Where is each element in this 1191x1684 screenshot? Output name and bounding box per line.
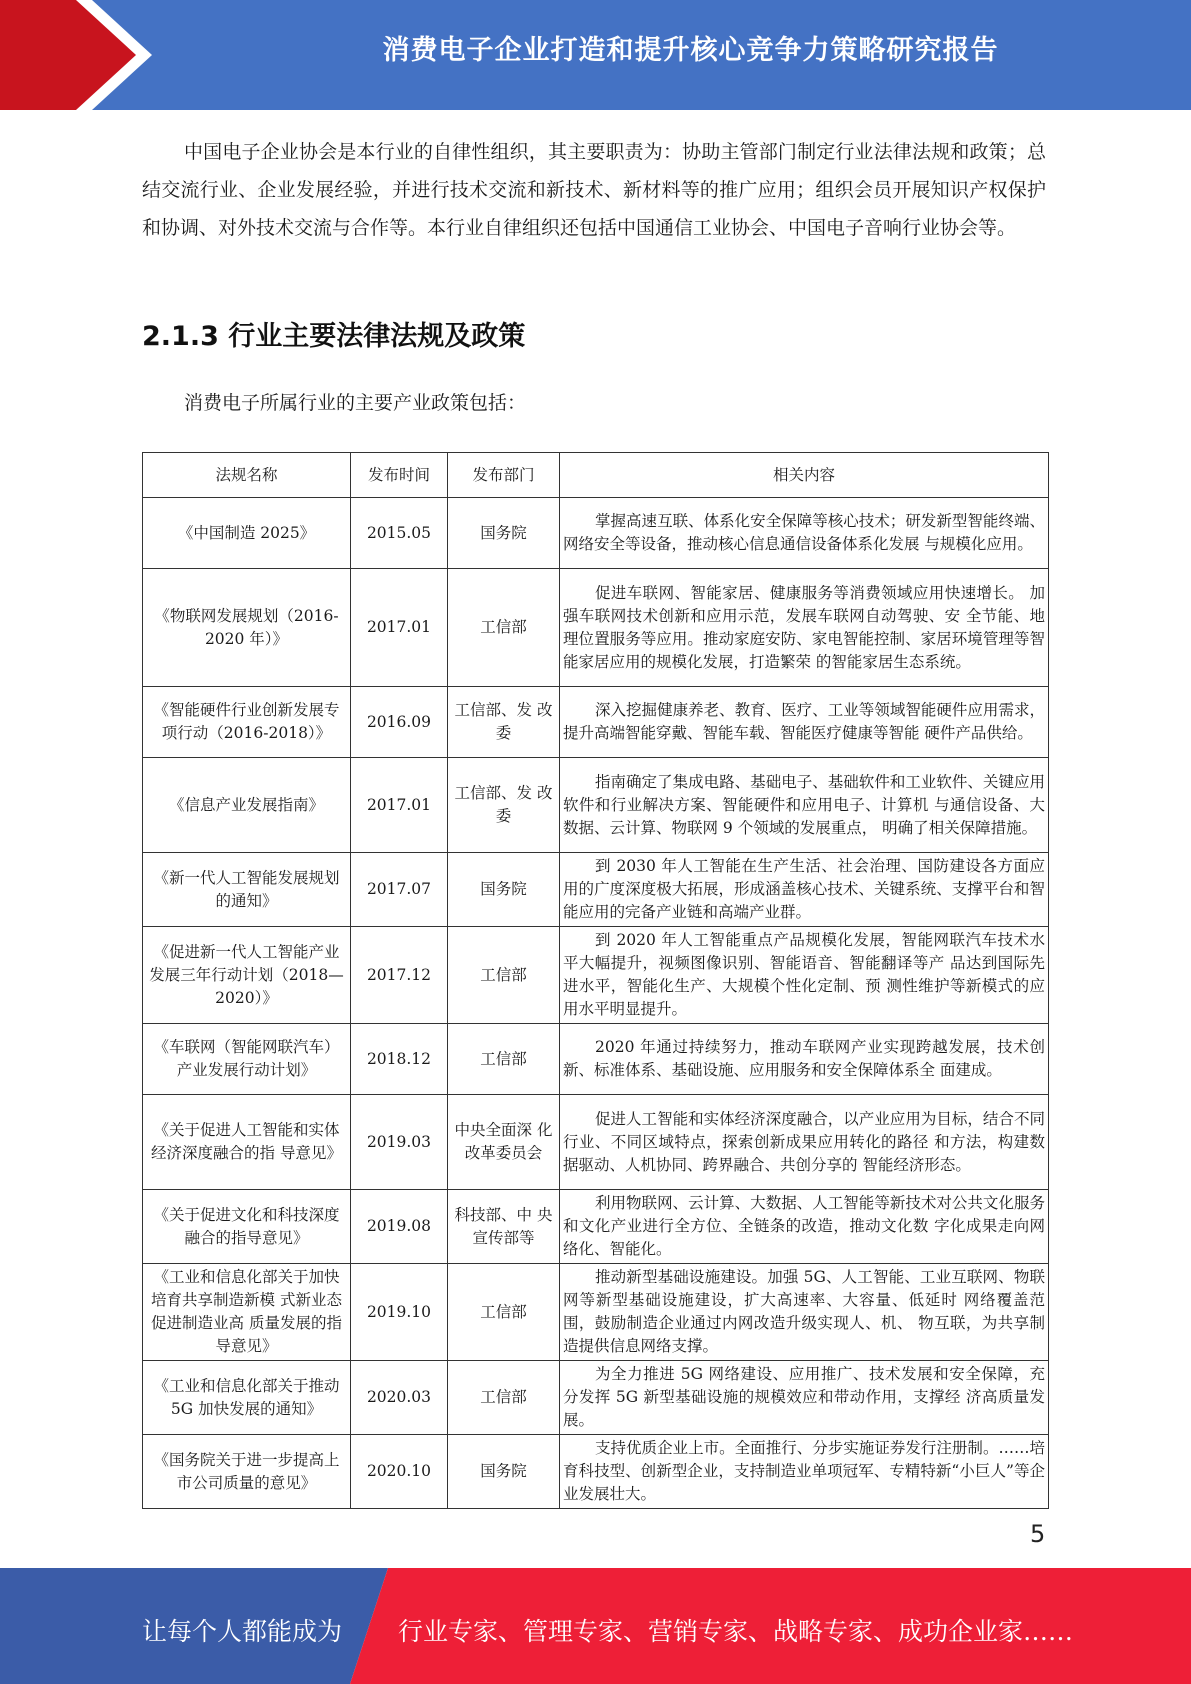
related-content: 2020 年通过持续努力，推动车联网产业实现跨越发展，技术创新、标准体系、基础设施、应用服务和安全保障体系全 面建成。 — [560, 1024, 1049, 1095]
related-content: 指南确定了集成电路、基础电子、基础软件和工业软件、关键应用软件和行业解决方案、智能硬件和应用电子、计算机 与通信设备、大数据、云计算、物联网 9 个领域的发展重点， 明确了相关保障措施。 — [560, 758, 1049, 853]
department: 工信部 — [448, 1024, 560, 1095]
publish-date: 2017.07 — [351, 853, 448, 927]
header-law-name: 法规名称 — [143, 453, 351, 498]
law-name: 《信息产业发展指南》 — [143, 758, 351, 853]
department: 工信部、发 改委 — [448, 687, 560, 758]
header-content: 相关内容 — [560, 453, 1049, 498]
law-name: 《工业和信息化部关于加快培育共享制造新模 式新业态促进制造业高 质量发展的指导意见》 — [143, 1264, 351, 1361]
department: 工信部 — [448, 927, 560, 1024]
department: 国务院 — [448, 1435, 560, 1509]
related-content: 推动新型基础设施建设。加强 5G、人工智能、工业互联网、物联网等新型基础设施建设，扩大高速率、大容量、低延时 网络覆盖范围，鼓励制造企业通过内网改造升级实现人、机、 物互联，为共享制造提供信息网络支撑。 — [560, 1264, 1049, 1361]
department: 工信部 — [448, 1361, 560, 1435]
report-title: 消费电子企业打造和提升核心竞争力策略研究报告 — [382, 35, 999, 66]
law-name: 《智能硬件行业创新发展专项行动（2016-2018）》 — [143, 687, 351, 758]
department: 工信部、发 改委 — [448, 758, 560, 853]
department: 国务院 — [448, 498, 560, 569]
publish-date: 2016.09 — [351, 687, 448, 758]
publish-date: 2017.01 — [351, 758, 448, 853]
policy-table — [142, 452, 1049, 1509]
publish-date: 2019.03 — [351, 1095, 448, 1190]
section-heading: 2.1.3 行业主要法律法规及政策 — [142, 321, 526, 352]
related-content: 掌握高速互联、体系化安全保障等核心技术；研发新型智能终端、网络安全等设备，推动核心信息通信设备体系化发展 与规模化应用。 — [560, 498, 1049, 569]
publish-date: 2020.03 — [351, 1361, 448, 1435]
table-row — [143, 1361, 1049, 1435]
law-name: 《关于促进文化和科技深度融合的指导意见》 — [143, 1190, 351, 1264]
department: 国务院 — [448, 853, 560, 927]
law-name: 《关于促进人工智能和实体经济深度融合的指 导意见》 — [143, 1095, 351, 1190]
related-content: 促进车联网、智能家居、健康服务等消费领域应用快速增长。 加强车联网技术创新和应用示范，发展车联网自动驾驶、安 全节能、地理位置服务等应用。推动家庭安防、家电智能控制、家居环境管理等智能家居应用的规模化发展，打造繁荣 的智能家居生态系统。 — [560, 569, 1049, 687]
law-name: 《工业和信息化部关于推动 5G 加快发展的通知》 — [143, 1361, 351, 1435]
related-content: 利用物联网、云计算、大数据、人工智能等新技术对公共文化服务和文化产业进行全方位、全链条的改造，推动文化数 字化成果走向网络化、智能化。 — [560, 1190, 1049, 1264]
publish-date: 2018.12 — [351, 1024, 448, 1095]
related-content: 深入挖掘健康养老、教育、医疗、工业等领域智能硬件应用需求，提升高端智能穿戴、智能车载、智能医疗健康等智能 硬件产品供给。 — [560, 687, 1049, 758]
table-row — [143, 569, 1049, 687]
law-name: 《车联网（智能网联汽车）产业发展行动计划》 — [143, 1024, 351, 1095]
header-department: 发布部门 — [448, 453, 560, 498]
law-name: 《新一代人工智能发展规划的通知》 — [143, 853, 351, 927]
page-number: 5 — [1030, 1520, 1046, 1548]
law-name: 《促进新一代人工智能产业发展三年行动计划（2018—2020）》 — [143, 927, 351, 1024]
related-content: 到 2030 年人工智能在生产生活、社会治理、国防建设各方面应用的广度深度极大拓展，形成涵盖核心技术、关键系统、支撑平台和智能应用的完备产业链和高端产业群。 — [560, 853, 1049, 927]
table-row — [143, 498, 1049, 569]
department: 工信部 — [448, 569, 560, 687]
law-name: 《国务院关于进一步提高上市公司质量的意见》 — [143, 1435, 351, 1509]
publish-date: 2020.10 — [351, 1435, 448, 1509]
table-row — [143, 1190, 1049, 1264]
publish-date: 2019.10 — [351, 1264, 448, 1361]
related-content: 为全力推进 5G 网络建设、应用推广、技术发展和安全保障，充分发挥 5G 新型基础设施的规模效应和带动作用，支撑经 济高质量发展。 — [560, 1361, 1049, 1435]
law-name: 《物联网发展规划（2016-2020 年）》 — [143, 569, 351, 687]
table-row — [143, 927, 1049, 1024]
table-row — [143, 1024, 1049, 1095]
related-content: 促进人工智能和实体经济深度融合，以产业应用为目标，结合不同行业、不同区域特点，探索创新成果应用转化的路径 和方法，构建数据驱动、人机协同、跨界融合、共创分享的 智能经济形态。 — [560, 1095, 1049, 1190]
table-row — [143, 853, 1049, 927]
publish-date: 2019.08 — [351, 1190, 448, 1264]
header-publish-date: 发布时间 — [351, 453, 448, 498]
publish-date: 2017.12 — [351, 927, 448, 1024]
footer-slogan-right: 行业专家、管理专家、营销专家、战略专家、成功企业家…… — [398, 1617, 1074, 1646]
related-content: 支持优质企业上市。全面推行、分步实施证券发行注册制。……培育科技型、创新型企业，支持制造业单项冠军、专精特新“小巨人”等企业发展壮大。 — [560, 1435, 1049, 1509]
footer-slogan-left: 让每个人都能成为 — [142, 1617, 343, 1646]
table-row — [143, 1095, 1049, 1190]
policy-intro-text: 消费电子所属行业的主要产业政策包括： — [184, 392, 527, 414]
intro-paragraph: 中国电子企业协会是本行业的自律性组织，其主要职责为：协助主管部门制定行业法律法规和政策；总结交流行业、企业发展经验，并进行技术交流和新技术、新材料等的推广应用；组织会员开展知识产权保护和协调、对外技术交流与合作等。本行业自律组织还包括中国通信工业协会、中国电子音响行业协会等。 — [142, 141, 1046, 239]
publish-date: 2017.01 — [351, 569, 448, 687]
publish-date: 2015.05 — [351, 498, 448, 569]
department: 工信部 — [448, 1264, 560, 1361]
law-name: 《中国制造 2025》 — [143, 498, 351, 569]
table-row — [143, 1264, 1049, 1361]
table-header-row — [143, 453, 1049, 498]
department: 中央全面深 化改革委员会 — [448, 1095, 560, 1190]
table-row — [143, 1435, 1049, 1509]
department: 科技部、中 央宣传部等 — [448, 1190, 560, 1264]
page-footer — [0, 1568, 1191, 1684]
table-row — [143, 687, 1049, 758]
page-header — [0, 0, 1191, 110]
related-content: 到 2020 年人工智能重点产品规模化发展，智能网联汽车技术水平大幅提升，视频图像识别、智能语音、智能翻译等产 品达到国际先进水平，智能化生产、大规模个性化定制、预 测性维护等新模式的应用水平明显提升。 — [560, 927, 1049, 1024]
table-row — [143, 758, 1049, 853]
